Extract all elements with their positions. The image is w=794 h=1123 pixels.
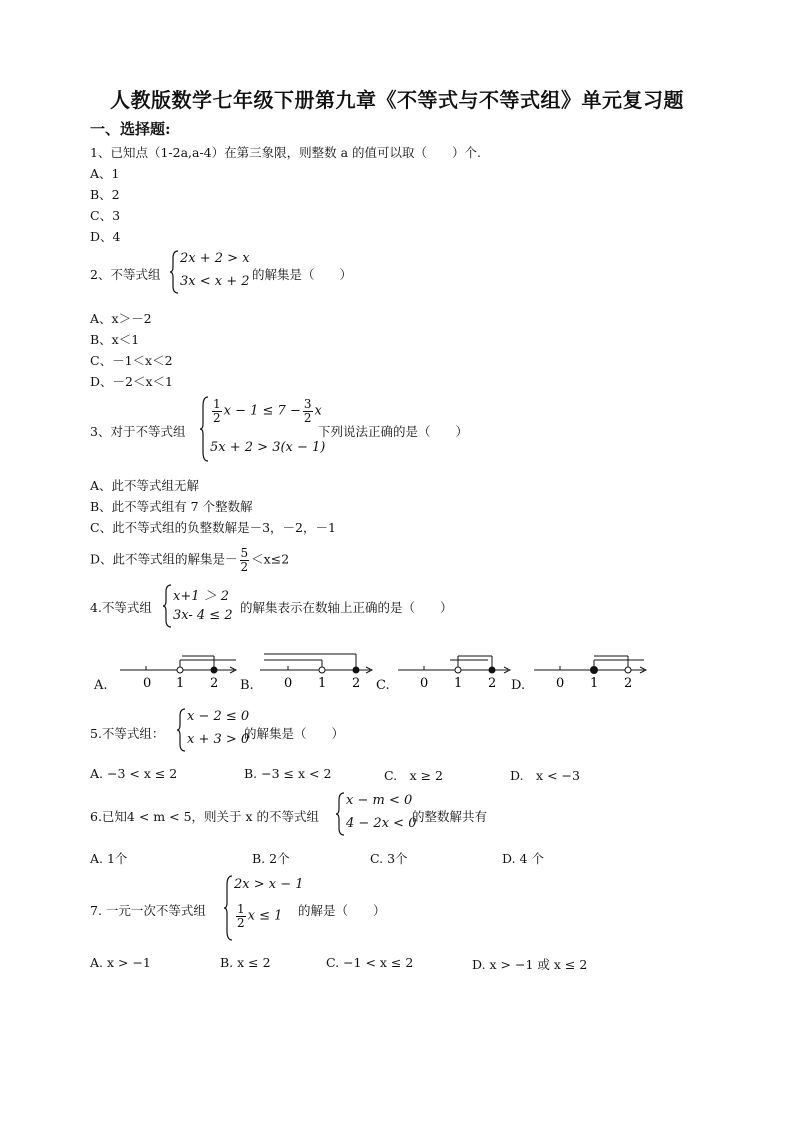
fraction-denominator: 2 <box>213 410 221 425</box>
q5-row-1: x − 2 ≤ 0 <box>187 709 250 724</box>
q3-option-d-suffix: ＜x≤2 <box>251 551 290 567</box>
q7-option-d: D. x > −1 或 x ≤ 2 <box>472 957 588 972</box>
q2-system <box>170 250 260 294</box>
tick-label: 2 <box>624 676 633 690</box>
q7-option-a: A. x > −1 <box>90 955 151 970</box>
fraction-denominator: 2 <box>237 915 245 930</box>
q6-option-c: C. 3个 <box>370 851 408 866</box>
q7-suffix: 的解是（ ） <box>298 903 386 918</box>
q4-numberline-b <box>258 650 378 690</box>
brace-icon <box>224 875 234 941</box>
tick-label: 1 <box>454 676 463 690</box>
q5-option-c: C. x ≥ 2 <box>384 768 444 783</box>
q4-option-c-label: C. <box>376 678 390 693</box>
q7-row-1: 2x > x − 1 <box>234 877 304 892</box>
q4-suffix: 的解集表示在数轴上正确的是（ ） <box>240 600 453 615</box>
q3-system <box>200 396 326 462</box>
tick-label: 0 <box>284 676 293 690</box>
fraction-numerator: 1 <box>237 902 245 916</box>
q3-option-d <box>90 547 289 573</box>
q4-prefix: 4.不等式组 <box>90 600 152 615</box>
q2-row-2: 3x < x + 2 <box>180 274 250 289</box>
q5-option-b: B. −3 ≤ x < 2 <box>244 766 332 781</box>
tick-label: 2 <box>352 676 361 690</box>
brace-icon <box>177 708 187 752</box>
q6-row-1: x − m < 0 <box>346 793 413 808</box>
q2-option-b: B、x＜1 <box>90 332 140 347</box>
q1-option-c: C、3 <box>90 208 121 223</box>
brace-icon <box>200 396 210 462</box>
fraction-numerator: 3 <box>303 397 312 411</box>
q3-row-1-middle: x − 1 ≤ 7 − <box>223 403 301 419</box>
q3-row-1-end: x <box>314 403 322 419</box>
q6-prefix: 6.已知4 < m < 5，则关于 x 的不等式组 <box>90 809 320 824</box>
fraction-denominator: 2 <box>240 559 249 574</box>
q5-suffix: 的解集是（ ） <box>244 726 345 741</box>
q2-prefix: 2、不等式组 <box>90 267 161 282</box>
q4-numberline-a <box>118 650 244 690</box>
q1-option-d: D、4 <box>90 229 121 244</box>
tick-label: 0 <box>556 676 565 690</box>
brace-icon <box>163 584 173 628</box>
q1-option-b: B、2 <box>90 187 120 202</box>
fraction <box>212 398 222 424</box>
q4-option-d-label: D. <box>511 678 526 693</box>
q7-option-b: B. x ≤ 2 <box>220 955 271 970</box>
tick-label: 0 <box>420 676 429 690</box>
q4-option-b-label: B. <box>240 678 254 693</box>
q2-suffix: 的解集是（ ） <box>252 267 353 282</box>
q1-option-a: A、1 <box>90 166 120 181</box>
q5-prefix: 5.不等式组： <box>90 726 165 741</box>
q7-option-c: C. −1 < x ≤ 2 <box>326 955 414 970</box>
q7-row-2-rest: x ≤ 1 <box>247 908 283 924</box>
q3-option-c: C、此不等式组的负整数解是－3，－2，－1 <box>90 520 336 535</box>
fraction <box>240 547 250 573</box>
q2-row-1: 2x + 2 > x <box>180 251 250 266</box>
q4-numberline-c <box>396 650 516 690</box>
q3-row-1 <box>210 398 322 424</box>
q6-option-d: D. 4 个 <box>502 851 544 866</box>
q4-system <box>163 584 243 628</box>
q3-option-a: A、此不等式组无解 <box>90 478 200 493</box>
tick-label: 1 <box>318 676 327 690</box>
q6-system <box>336 792 416 836</box>
q6-row-2: 4 − 2x < 0 <box>346 816 417 831</box>
q2-option-a: A、x＞－2 <box>90 311 152 326</box>
q6-suffix: 的整数解共有 <box>412 809 488 824</box>
tick-label: 2 <box>210 676 219 690</box>
fraction-numerator: 1 <box>213 397 221 411</box>
q7-prefix: 7. 一元一次不等式组 <box>90 903 206 918</box>
section-heading: 一、选择题: <box>90 120 171 138</box>
q4-numberline-d <box>532 650 652 690</box>
fraction-numerator: 5 <box>240 546 249 560</box>
tick-label: 1 <box>176 676 185 690</box>
q5-option-a: A. −3 < x ≤ 2 <box>90 766 178 781</box>
q4-row-1: x+1 ＞ 2 <box>173 589 230 604</box>
q1-stem: 1、已知点（1-2a,a-4）在第三象限，则整数 a 的值可以取（ ）个. <box>90 145 482 160</box>
tick-label: 1 <box>590 676 599 690</box>
q3-suffix: 下列说法正确的是（ ） <box>318 424 469 439</box>
q4-option-a-label: A. <box>94 678 108 693</box>
q3-option-b: B、此不等式组有 7 个整数解 <box>90 499 253 514</box>
brace-icon <box>336 792 346 836</box>
q5-system <box>177 708 250 752</box>
q3-row-2: 5x + 2 > 3(x − 1) <box>210 440 326 455</box>
page-title: 人教版数学七年级下册第九章《不等式与不等式组》单元复习题 <box>110 88 684 112</box>
q2-option-c: C、－1＜x＜2 <box>90 353 173 368</box>
fraction <box>303 398 313 424</box>
tick-label: 2 <box>488 676 497 690</box>
q3-prefix: 3、对于不等式组 <box>90 424 186 439</box>
fraction-denominator: 2 <box>303 410 312 425</box>
q5-option-d: D. x < −3 <box>510 768 580 783</box>
q5-row-2: x + 3 > 0 <box>187 732 250 747</box>
q7-row-2 <box>234 903 282 929</box>
tick-label: 0 <box>143 676 152 690</box>
q4-row-2: 3x- 4 ≤ 2 <box>173 608 233 623</box>
q6-option-a: A. 1个 <box>90 851 128 866</box>
q6-option-b: B. 2个 <box>252 851 290 866</box>
q2-option-d: D、－2＜x＜1 <box>90 374 173 389</box>
q3-option-d-prefix: D、此不等式组的解集是－ <box>90 551 238 567</box>
fraction <box>236 903 246 929</box>
brace-icon <box>170 250 180 294</box>
